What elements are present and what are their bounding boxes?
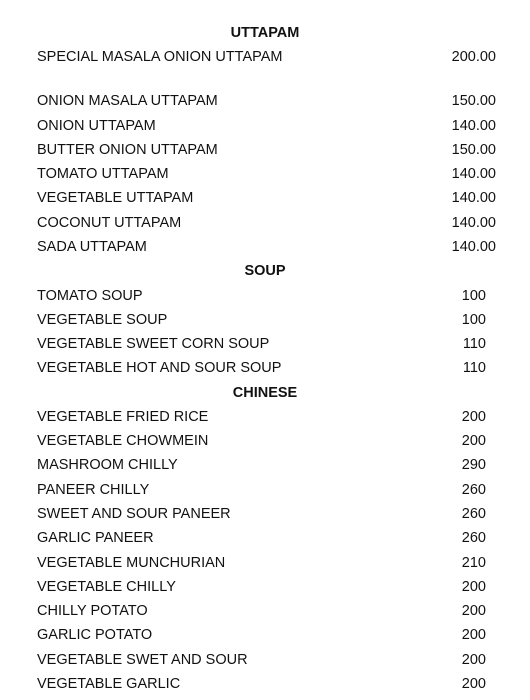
menu-item bbox=[0, 310, 530, 330]
menu-item bbox=[0, 504, 530, 524]
menu-item bbox=[0, 164, 530, 184]
menu-item bbox=[0, 480, 530, 500]
item-price: 200 bbox=[461, 652, 486, 668]
item-name: TOMATO UTTAPAM bbox=[37, 166, 169, 182]
item-name: GARLIC PANEER bbox=[37, 530, 154, 546]
item-name: CHILLY POTATO bbox=[37, 603, 148, 619]
menu-item bbox=[0, 334, 530, 354]
item-price: 100 bbox=[461, 312, 486, 328]
item-price: 100 bbox=[461, 288, 486, 304]
item-price: 200 bbox=[461, 433, 486, 449]
item-price: 150.00 bbox=[451, 142, 496, 158]
item-name: MASHROOM CHILLY bbox=[37, 457, 178, 473]
menu-item bbox=[0, 625, 530, 645]
item-name: VEGETABLE SWET AND SOUR bbox=[37, 652, 248, 668]
menu-item bbox=[0, 553, 530, 573]
item-name: TOMATO SOUP bbox=[37, 288, 143, 304]
item-price: 140.00 bbox=[451, 118, 496, 134]
item-price: 140.00 bbox=[451, 166, 496, 182]
menu-item bbox=[0, 140, 530, 160]
menu-item bbox=[0, 237, 530, 257]
item-price: 110 bbox=[462, 360, 486, 376]
item-price: 140.00 bbox=[451, 239, 496, 255]
item-name: SPECIAL MASALA ONION UTTAPAM bbox=[37, 49, 283, 65]
item-name: VEGETABLE FRIED RICE bbox=[37, 409, 209, 425]
item-price: 260 bbox=[461, 506, 486, 522]
item-name: VEGETABLE GARLIC bbox=[37, 676, 181, 692]
item-price: 260 bbox=[461, 530, 486, 546]
item-price: 260 bbox=[461, 482, 486, 498]
item-price: 110 bbox=[462, 336, 486, 352]
menu-item bbox=[0, 577, 530, 597]
menu-item bbox=[0, 528, 530, 548]
item-name: VEGETABLE SOUP bbox=[37, 312, 168, 328]
menu-item bbox=[0, 213, 530, 233]
item-price: 150.00 bbox=[451, 93, 496, 109]
menu-item bbox=[0, 286, 530, 306]
item-price: 200 bbox=[461, 409, 486, 425]
item-name: BUTTER ONION UTTAPAM bbox=[37, 142, 218, 158]
menu-item bbox=[0, 188, 530, 208]
item-price: 200 bbox=[461, 579, 486, 595]
item-price: 140.00 bbox=[451, 215, 496, 231]
item-name: VEGETABLE MUNCHURIAN bbox=[37, 555, 226, 571]
menu-item bbox=[0, 455, 530, 475]
section-heading-uttapam: UTTAPAM bbox=[230, 25, 300, 41]
item-price: 290 bbox=[461, 457, 486, 473]
item-name: ONION MASALA UTTAPAM bbox=[37, 93, 218, 109]
menu-item bbox=[0, 431, 530, 451]
item-price: 200 bbox=[461, 627, 486, 643]
item-name: VEGETABLE CHILLY bbox=[37, 579, 176, 595]
item-name: ONION UTTAPAM bbox=[37, 118, 156, 134]
item-name: VEGETABLE CHOWMEIN bbox=[37, 433, 209, 449]
item-price: 200.00 bbox=[451, 49, 496, 65]
section-heading-chinese: CHINESE bbox=[232, 385, 298, 401]
item-name: SWEET AND SOUR PANEER bbox=[37, 506, 231, 522]
menu-item bbox=[0, 601, 530, 621]
item-price: 200 bbox=[461, 676, 486, 692]
item-name: GARLIC POTATO bbox=[37, 627, 153, 643]
menu-item bbox=[0, 407, 530, 427]
item-price: 210 bbox=[461, 555, 486, 571]
section-heading-soup: SOUP bbox=[244, 263, 286, 279]
item-name: VEGETABLE UTTAPAM bbox=[37, 190, 194, 206]
menu-item bbox=[0, 650, 530, 670]
menu-item bbox=[0, 47, 530, 67]
item-price: 140.00 bbox=[451, 190, 496, 206]
menu-item bbox=[0, 674, 530, 694]
item-price: 200 bbox=[461, 603, 486, 619]
item-name: PANEER CHILLY bbox=[37, 482, 150, 498]
item-name: COCONUT UTTAPAM bbox=[37, 215, 182, 231]
menu-item bbox=[0, 116, 530, 136]
item-name: VEGETABLE SWEET CORN SOUP bbox=[37, 336, 270, 352]
menu-item bbox=[0, 91, 530, 111]
item-name: VEGETABLE HOT AND SOUR SOUP bbox=[37, 360, 282, 376]
menu-item bbox=[0, 358, 530, 378]
item-name: SADA UTTAPAM bbox=[37, 239, 147, 255]
